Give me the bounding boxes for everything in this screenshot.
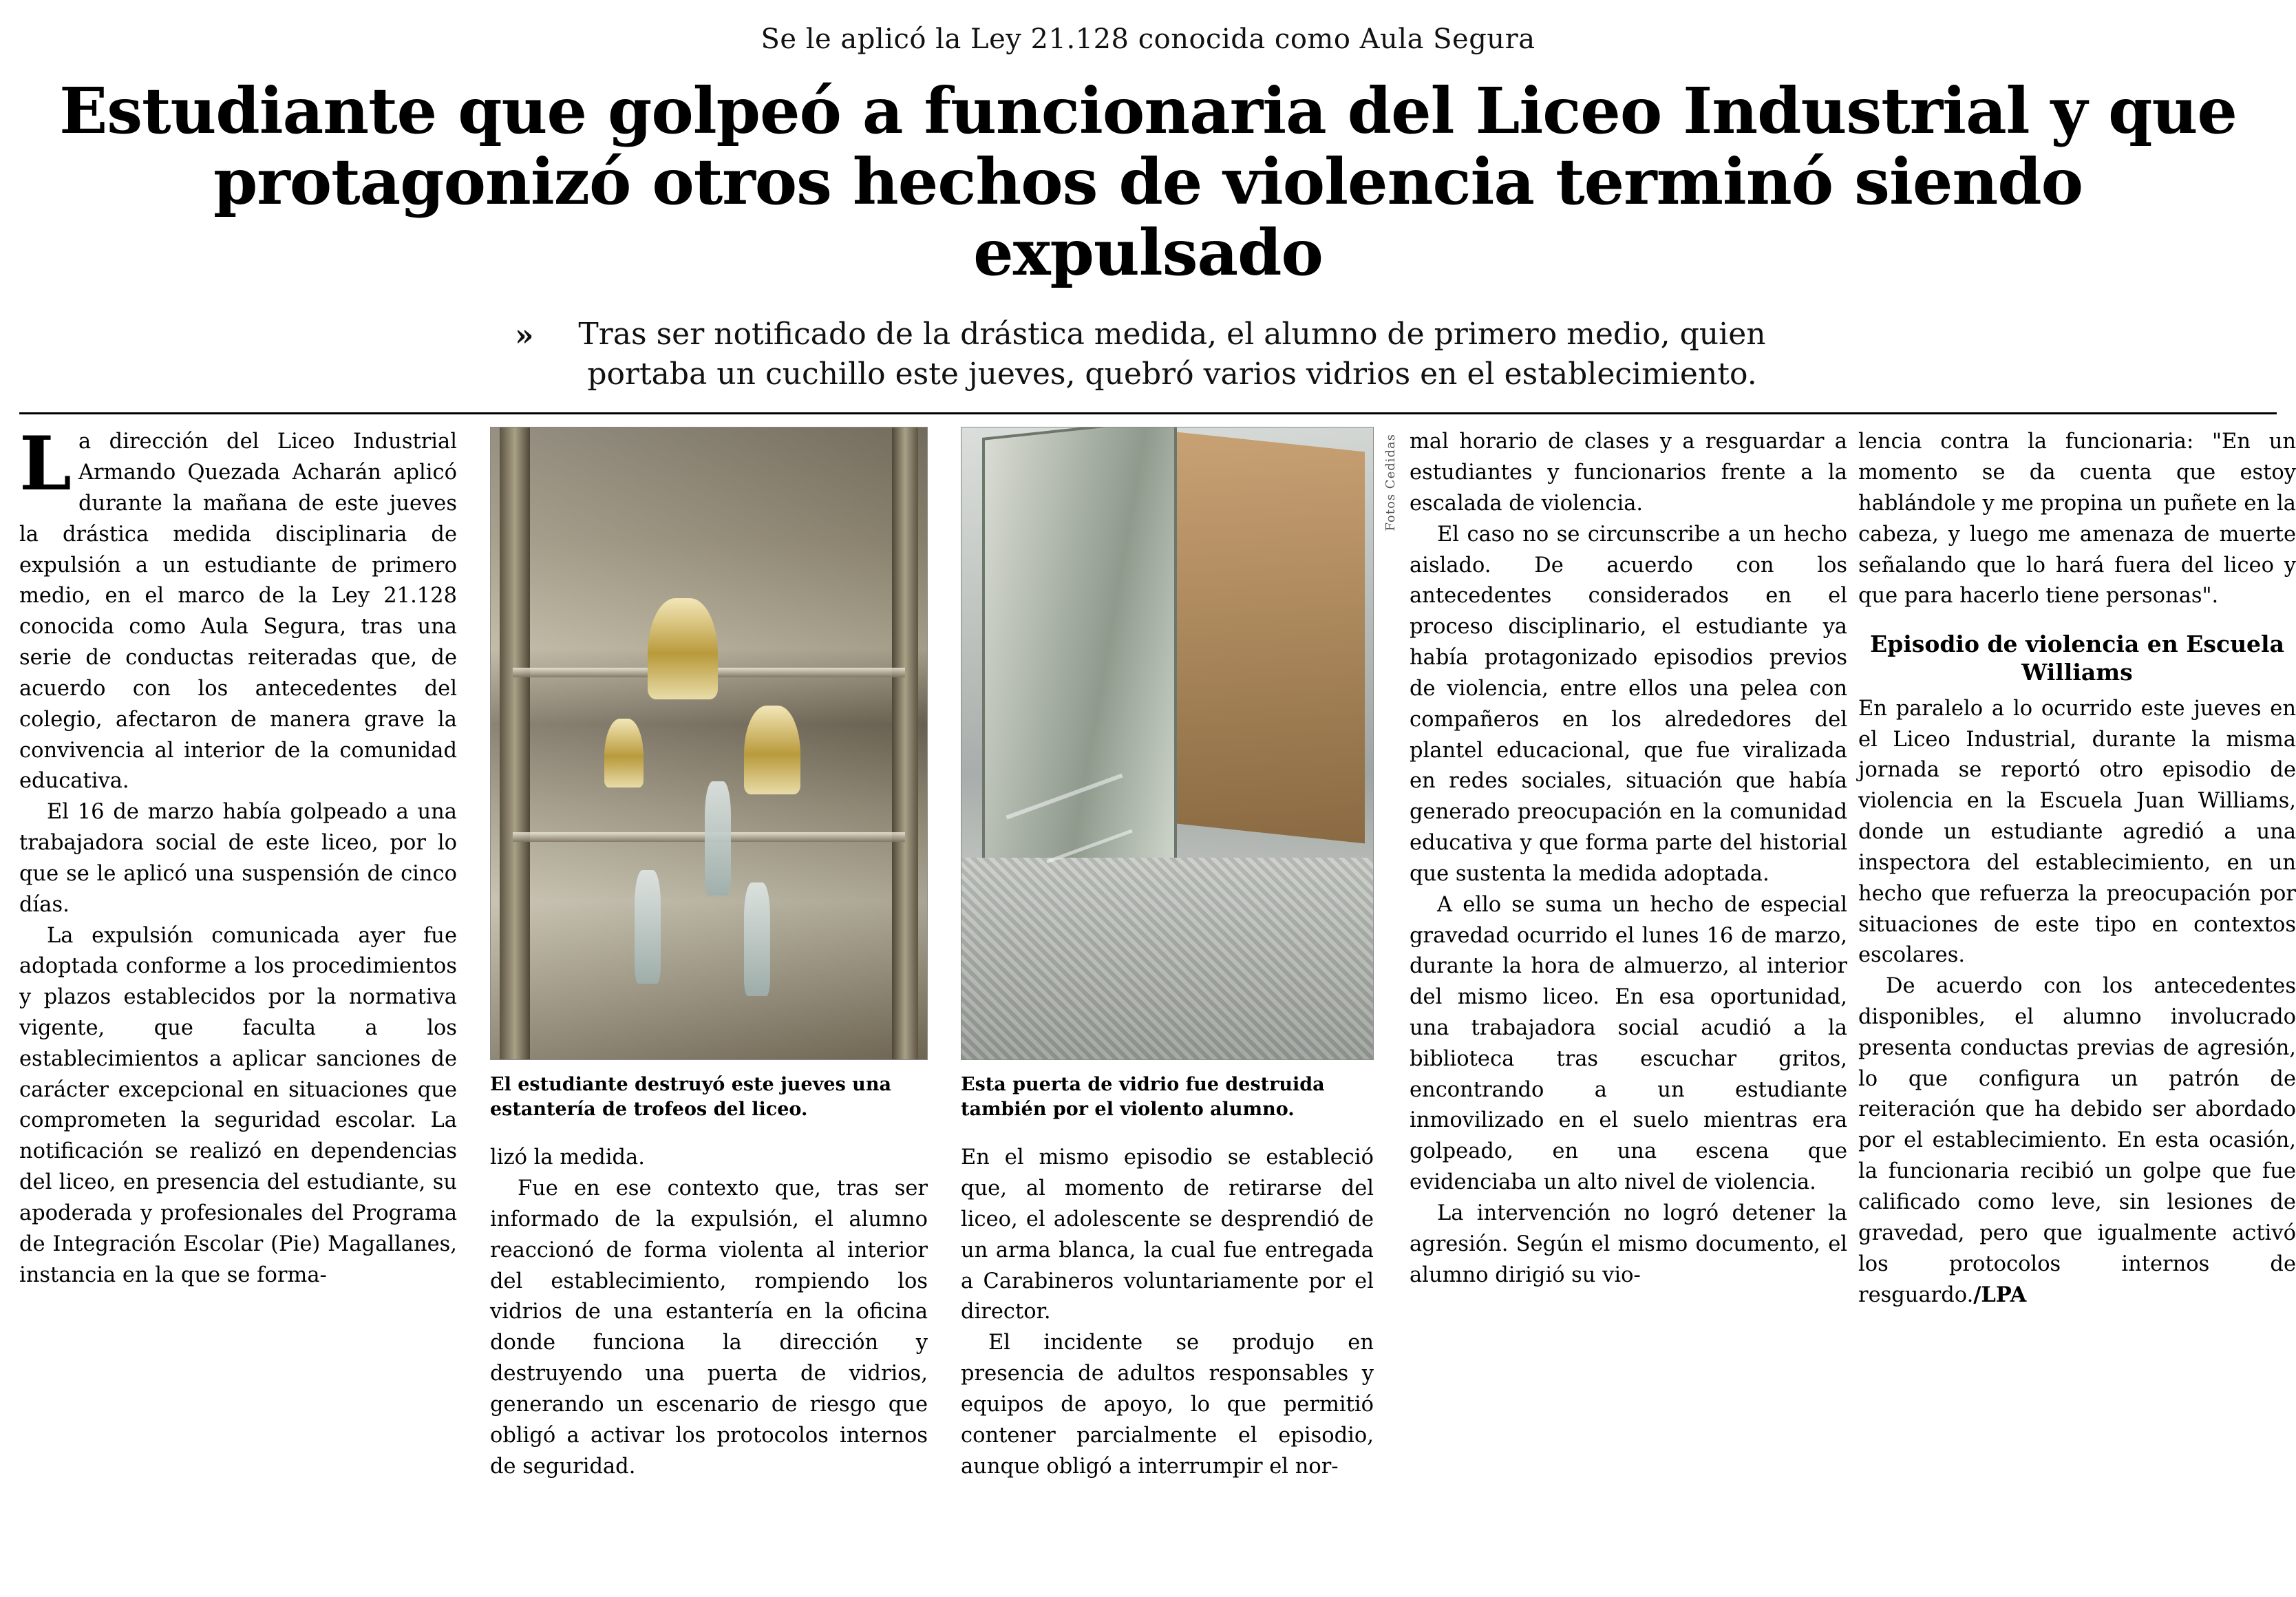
paragraph: mal horario de clases y a resguardar a estudiantes y funcionarios frente a la escalada de violencia.: [1410, 430, 1847, 516]
paragraph: La dirección del Liceo Industrial Armando Quezada Acharán aplicó durante la mañana de este jueves la drástica medida disciplinaria de expulsión a un estudiante de primero medio, en el marco de la Ley 21.128 conocida como Aula Segura, tras una serie de conductas reiteradas que, de acuerdo con los antecedentes del colegio, afectaron de manera grave la convivencia al interior de la comunidad educativa.: [19, 421, 457, 794]
column-5: [1858, 427, 2296, 1311]
photo-decor: [500, 427, 530, 1059]
byline-credit: /LPA: [1973, 1282, 2027, 1308]
photo-decor: [892, 427, 918, 1059]
column-1: [19, 421, 457, 1291]
article-body: [19, 421, 2296, 1597]
paragraph: El caso no se circunscribe a un hecho aislado. De acuerdo con los antecedentes considerados en el proceso disciplinario, el estudiante ya había protagonizado episodios previos de violencia, entre ellos una pelea con compañeros en los alrededores del plantel educacional, que fue viralizada en redes sociales, situación que había generado preocupación en la comunidad educativa y que forma parte del historial que sustenta la medida adoptada.: [1410, 522, 1847, 886]
standfirst-wrapper: [0, 315, 2296, 394]
photo-decor: [635, 870, 661, 984]
paragraph: La intervención no logró detener la agresión. Según el mismo documento, el alumno dirigió su vio-: [1410, 1201, 1847, 1287]
paragraph-text: De acuerdo con los antecedentes disponibles, el alumno involucrado presenta conductas previas de agresión, lo que configura un patrón de reiteración que ha debido ser abordado por el establecimiento. En esta ocasión, la funcionaria recibió un golpe que fue calificado como leve, sin lesiones de gravedad, pero que igualmente activó los protocolos internos de resguardo.: [1858, 974, 2296, 1308]
photo-decor: [1151, 429, 1365, 843]
section-subheading: Episodio de violencia en Escuela Williams: [1870, 631, 2284, 686]
article-kicker: Se le aplicó la Ley 21.128 conocida como Aula Segura: [761, 23, 1535, 55]
paragraph: [1858, 971, 2296, 1311]
photo-destroyed-trophy-shelf: [490, 427, 928, 1060]
page-title: Estudiante que golpeó a funcionaria del Liceo Industrial y que protagonizó otros hechos de violencia terminó siendo expulsado: [59, 74, 2237, 290]
paragraph: En paralelo a lo ocurrido este jueves en el Liceo Industrial, durante la misma jornada se reportó otro episodio de violencia en la Escuela Juan Williams, donde un estudiante agredió a una inspectora del establecimiento, en un hecho que refuerza la preocupación por situaciones de este tipo en contextos escolares.: [1858, 696, 2296, 968]
divider-rule: [19, 412, 2277, 414]
photo-decor: [961, 858, 1373, 1060]
double-chevron-right-icon: »: [515, 318, 534, 354]
paragraph: Fue en ese contexto que, tras ser informado de la expulsión, el alumno reaccionó de forma violenta al interior del establecimiento, rompiendo los vidrios de una estantería en la oficina donde funciona la dirección y destruyendo una puerta de vidrios, generando un escenario de riesgo que obligó a activar los protocolos internos de seguridad.: [490, 1176, 928, 1479]
paragraph: lencia contra la funcionaria: "En un momento se da cuenta que estoy hablándole y me propina un puñete en la cabeza, y luego me amenaza de muerte señalando que lo hará fuera del liceo y que para hacerlo tiene personas".: [1858, 430, 2296, 609]
paragraph: El 16 de marzo había golpeado a una trabajadora social de este liceo, por lo que se le aplicó una suspensión de cinco días.: [19, 800, 457, 917]
photo-caption-1: El estudiante destruyó este jueves una estantería de trofeos del liceo.: [490, 1074, 891, 1120]
photo-decor: [705, 781, 731, 895]
paragraph: El incidente se produjo en presencia de adultos responsables y equipos de apoyo, lo que permitió contener parcialmente el episodio, aunque obligó a interrumpir el nor-: [961, 1331, 1374, 1479]
paragraph: A ello se suma un hecho de especial gravedad ocurrido el lunes 16 de marzo, durante la hora de almuerzo, al interior del mismo liceo. En esa oportunidad, una trabajadora social acudió a la biblioteca tras escuchar gritos, encontrando a un estudiante inmovilizado en el suelo mientras era golpeado, en una escena que evidenciaba un alto nivel de violencia.: [1410, 892, 1847, 1195]
photo-destroyed-glass-door: [961, 427, 1374, 1060]
newspaper-page: [0, 23, 2296, 1582]
paragraph: En el mismo episodio se estableció que, al momento de retirarse del liceo, el adolescente se desprendió de un arma blanca, la cual fue entregada a Carabineros voluntariamente por el director.: [961, 1145, 1374, 1324]
column-2: [490, 1143, 928, 1482]
article-standfirst: [494, 315, 1802, 394]
photo-credit: Fotos Cedidas: [1383, 434, 1398, 531]
photo-decor: [744, 882, 770, 996]
column-4: [1410, 427, 1847, 1291]
photo-decor: [648, 598, 717, 699]
paragraph: La expulsión comunicada ayer fue adoptada conforme a los procedimientos y plazos establecidos por la normativa vigente, que faculta a los establecimientos a aplicar sanciones de carácter excepcional en situaciones que comprometen la seguridad escolar. La notificación se realizó en dependencias del liceo, en presencia del estudiante, su apoderada y profesionales del Programa de Integración Escolar (Pie) Magallanes, instancia en la que se forma-: [19, 923, 457, 1287]
photo-decor: [982, 427, 1177, 898]
photo-caption-2: Esta puerta de vidrio fue destruida también por el violento alumno.: [961, 1074, 1325, 1120]
photo-decor: [744, 706, 800, 794]
paragraph: lizó la medida.: [490, 1145, 645, 1170]
column-3: [961, 1143, 1374, 1482]
photo-decor: [604, 719, 644, 788]
standfirst-text: Tras ser notificado de la drástica medida, el alumno de primero medio, quien portaba un cuchillo este jueves, quebró varios vidrios en el establecimiento.: [578, 317, 1766, 392]
